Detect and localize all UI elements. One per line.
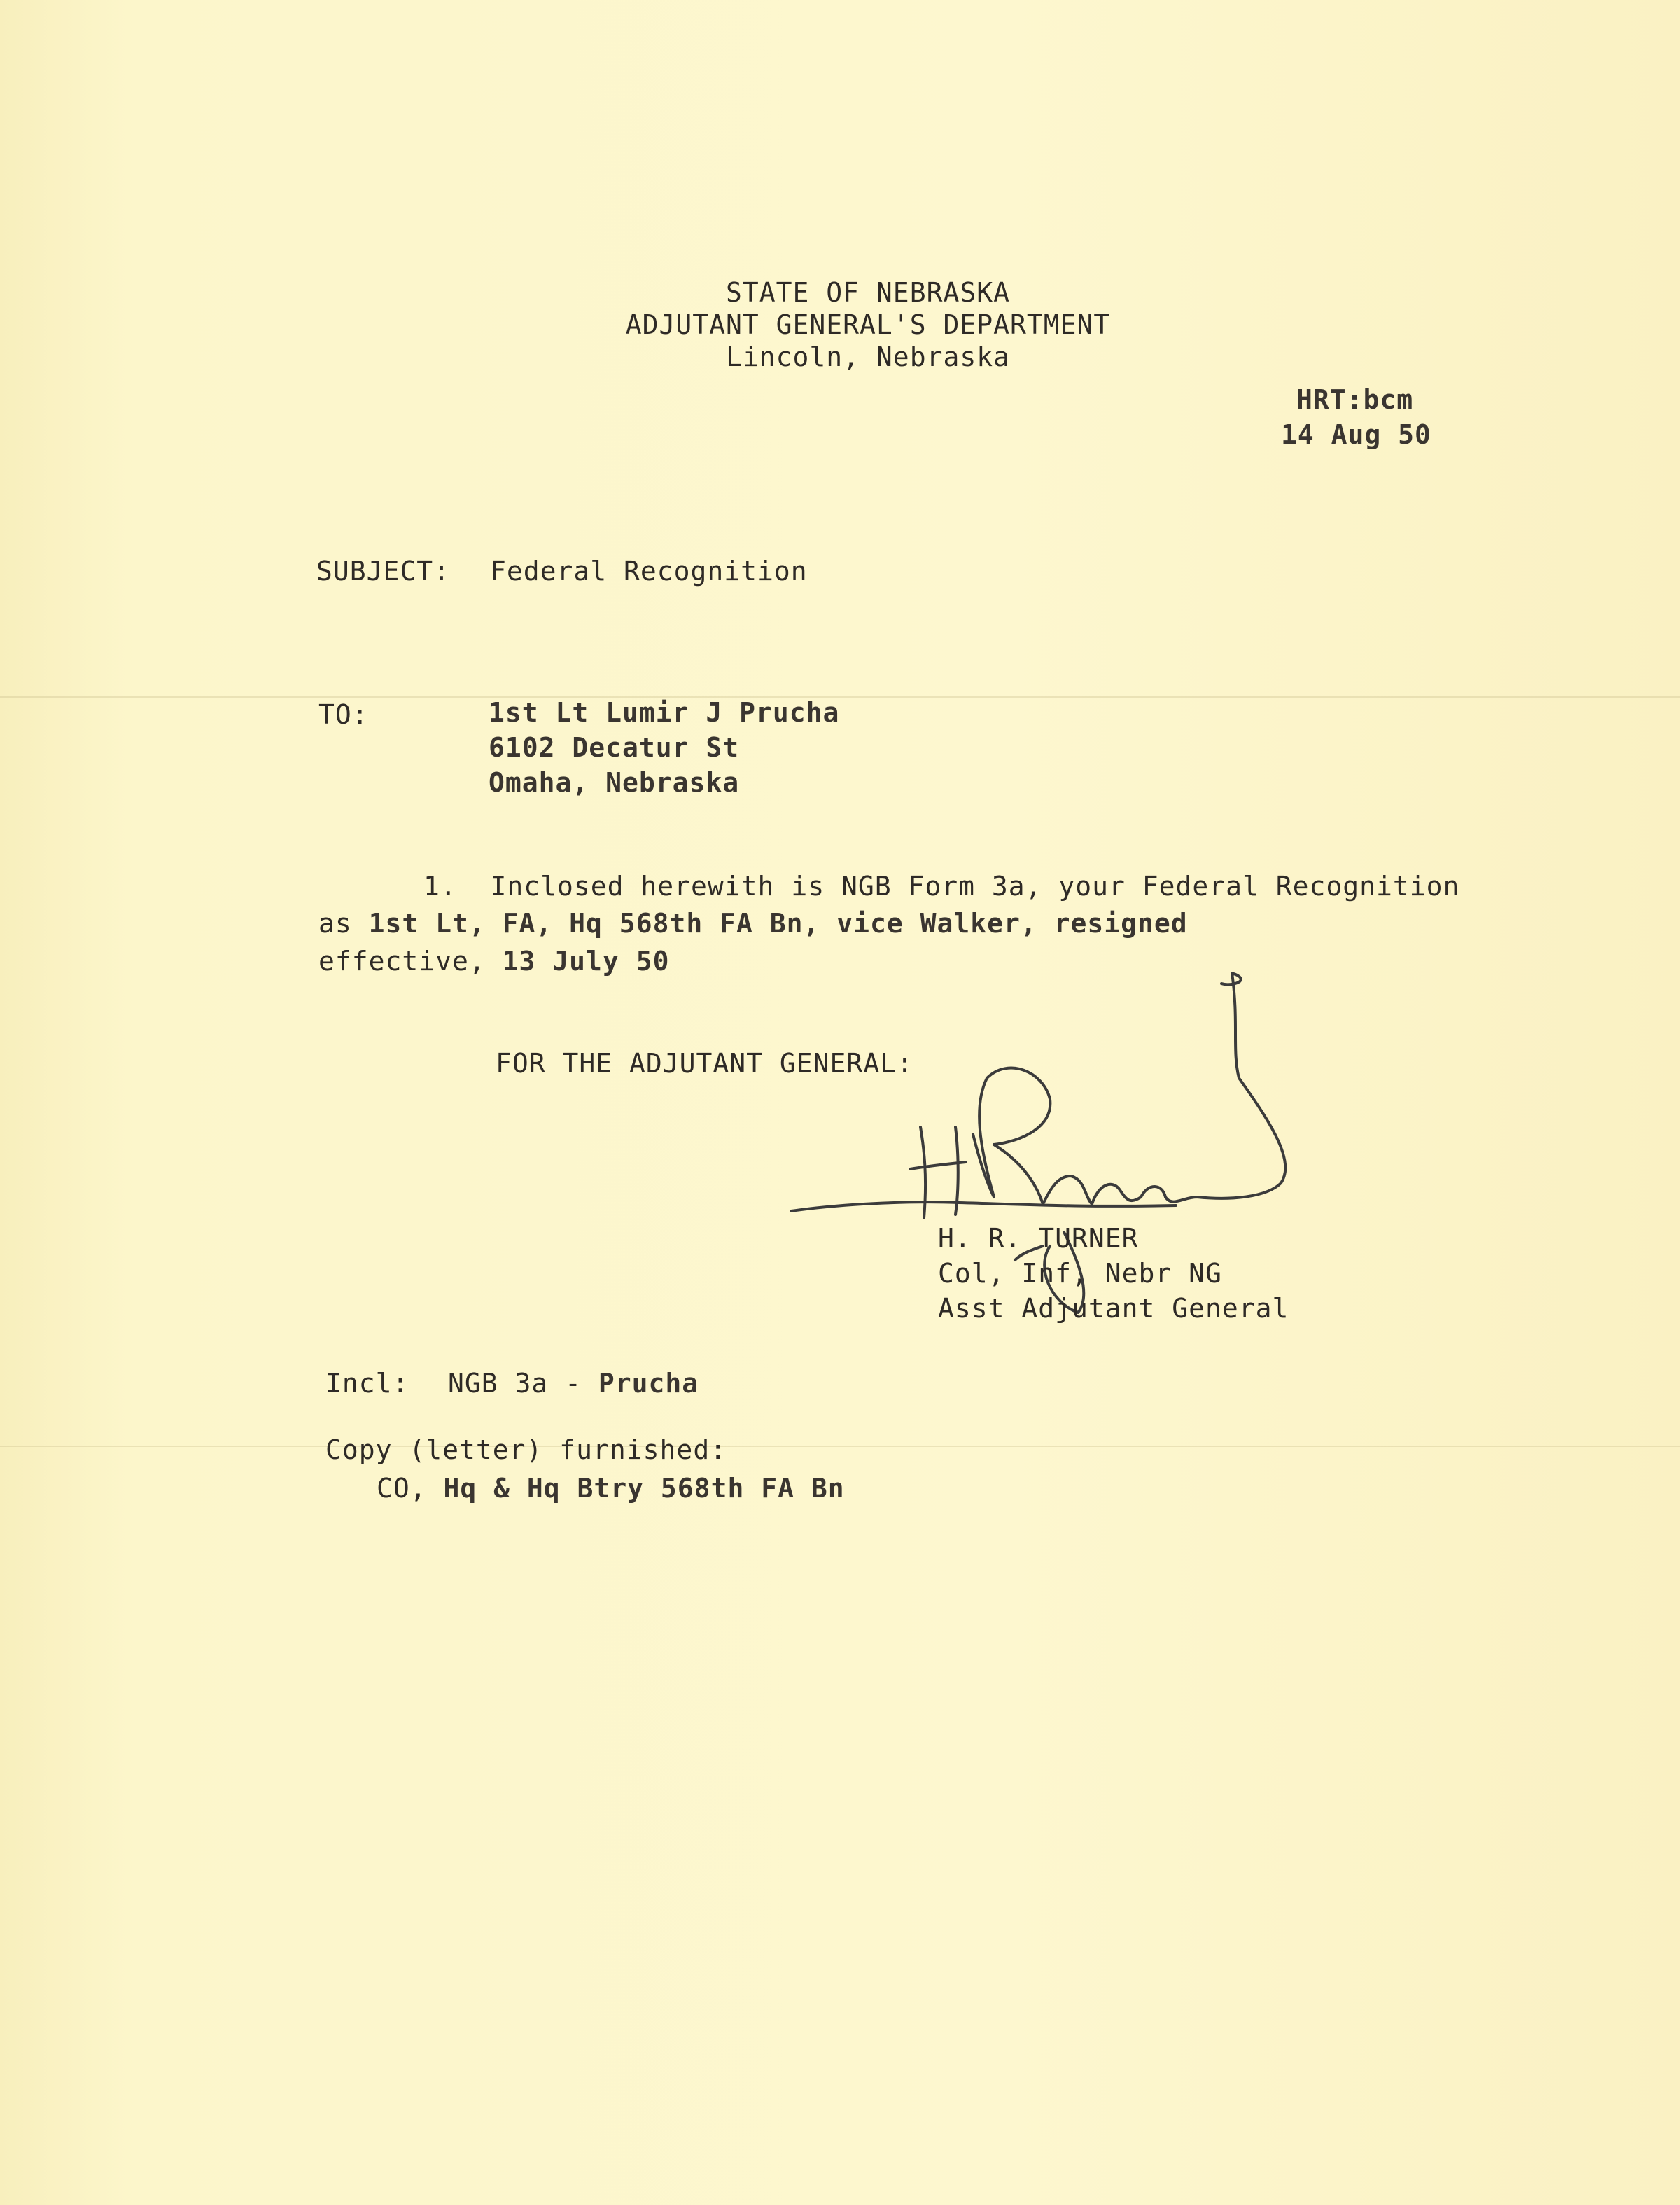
body-line-2 bbox=[318, 907, 1188, 939]
body-line-3-start: effective, bbox=[318, 946, 503, 976]
body-line-1: 1. Inclosed herewith is NGB Form 3a, your Federal Recognition bbox=[424, 871, 1460, 902]
inclosure-label: Incl: bbox=[326, 1368, 410, 1399]
letterhead-city: Lincoln, Nebraska bbox=[726, 342, 1010, 372]
copy-recipient-start: CO, bbox=[377, 1473, 444, 1504]
signatory-rank: Col, Inf, Nebr NG bbox=[938, 1258, 1222, 1289]
subject-label: SUBJECT: bbox=[316, 556, 451, 587]
letter-date: 14 Aug 50 bbox=[1281, 419, 1432, 450]
letterhead bbox=[588, 276, 1148, 373]
body-line-2-start: as bbox=[318, 908, 369, 939]
addressee-street: 6102 Decatur St bbox=[489, 732, 740, 763]
body-line-3-rest: 13 July 50 bbox=[502, 946, 670, 976]
copy-furnished-label: Copy (letter) furnished: bbox=[326, 1434, 727, 1465]
letterhead-state: STATE OF NEBRASKA bbox=[726, 277, 1010, 308]
body-line-2-rest: 1st Lt, FA, Hq 568th FA Bn, vice Walker, resigned bbox=[368, 908, 1188, 939]
body-line-3 bbox=[318, 945, 669, 977]
to-label: TO: bbox=[318, 699, 369, 730]
signatory-name: H. R. TURNER bbox=[938, 1223, 1139, 1254]
fold-crease bbox=[0, 1446, 1680, 1447]
fold-crease bbox=[0, 696, 1680, 698]
signatory-title: Asst Adjutant General bbox=[938, 1293, 1289, 1324]
closing-line: FOR THE ADJUTANT GENERAL: bbox=[496, 1048, 913, 1079]
addressee-name: 1st Lt Lumir J Prucha bbox=[489, 697, 840, 728]
subject-text: Federal Recognition bbox=[490, 556, 808, 587]
inclosure-text bbox=[448, 1367, 699, 1399]
copy-furnished-recipient bbox=[377, 1472, 845, 1504]
reference-initials: HRT:bcm bbox=[1296, 384, 1414, 415]
inclosure-text-start: NGB 3a - bbox=[448, 1368, 598, 1399]
addressee-city: Omaha, Nebraska bbox=[489, 767, 740, 798]
inclosure-text-rest: Prucha bbox=[598, 1368, 699, 1399]
copy-recipient-rest: Hq & Hq Btry 568th FA Bn bbox=[443, 1473, 845, 1504]
letterhead-department: ADJUTANT GENERAL'S DEPARTMENT bbox=[625, 309, 1111, 340]
